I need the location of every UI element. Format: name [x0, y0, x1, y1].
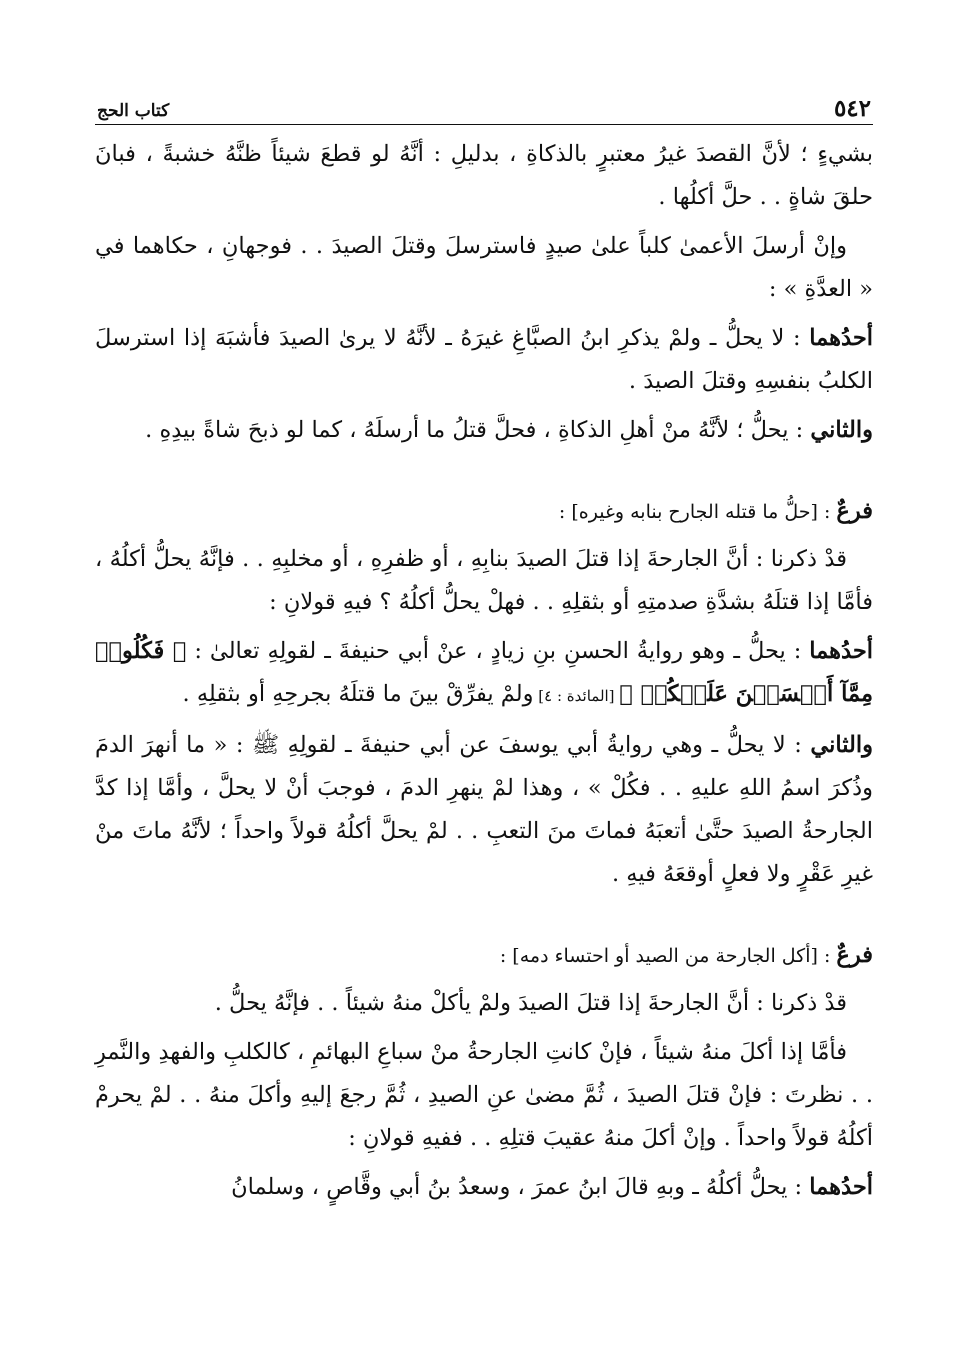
- paragraph-6-text-a: : يحلُّ ـ وهو روايةُ الحسنِ بنِ زيادٍ ، عنْ أبي حنيفةَ ـ لقولِهِ تعالىٰ :: [186, 638, 810, 664]
- paragraph-7-text: : لا يحلُّ ـ وهي روايةُ أبي يوسفَ عن أبي حنيفةَ ـ لقولِهِ ﷺ : « ما أنهرَ الدمَ وذُكرَ اسمُ اللهِ عليهِ . . فكُلْ » ، وهذا لمْ ينهرِ الدمَ ، فوجبَ أنْ لا يحلَّ ، وأمَّا إذا كدَّ الجارحةُ الصيدَ حتَّىٰ أتعبَهُ فماتَ منَ التعبِ . . لمْ يحلَّ أكلُهُ قولاً واحداً ؛ لأنَّهُ ماتَ منْ غيرِ عَقْرٍ ولا فعلٍ أوقعَهُ فيهِ .: [95, 732, 873, 887]
- paragraph-4-text: : يحلُّ ؛ لأنَّهُ منْ أهلِ الذكاةِ ، فحلَّ قتلُ ما أرسلَهُ ، كما لو ذبحَ شاةً بيدِهِ .: [145, 417, 811, 443]
- quran-verse: ﴿ فَكُلُوا۟ مِمَّآ أَمۡسَكۡنَ عَلَيۡكُمۡ ﴾: [95, 638, 873, 707]
- paragraph-2: وإنْ أرسلَ الأعمىٰ كلباً علىٰ صيدٍ فاسترسلَ وقتلَ الصيدَ . . فوجهانِ ، حكاهما في « العدَّةِ » :: [95, 233, 873, 302]
- section-heading-2: [95, 934, 873, 978]
- paragraph-5: قدْ ذكرنا : أنَّ الجارحةَ إذا قتلَ الصيدَ بنابِهِ ، أو ظفرِهِ ، أو مخلبِهِ . . فإنَّهُ يحلُّ أكلُهُ ، فأمَّا إذا قتلَهُ بشدَّةِ صدمتِهِ أو بثقلِهِ . . فهلْ يحلُّ أكلُهُ ؟ فيهِ قولانِ :: [95, 546, 873, 615]
- paragraph-3: [95, 317, 873, 403]
- paragraph-10-text: : يحلُّ أكلُهُ ـ وبهِ قالَ ابنُ عمرَ ، وسعدُ بنُ أبي وقَّاصٍ ، وسلمانُ: [231, 1174, 810, 1200]
- paragraph-3-lead: أحدُهما: [809, 325, 873, 351]
- paragraph-4: [95, 409, 873, 452]
- page-number: ٥٤٢: [833, 95, 871, 122]
- paragraph-6-text-b: ولمْ يفرِّقْ بينَ ما قتلَهُ بجرحِهِ أو بثقلِهِ .: [182, 681, 534, 707]
- paragraph-6: [95, 630, 873, 718]
- section-heading-2-text: : [أكل الجارحة من الصيد أو احتساء دمه] :: [499, 945, 837, 967]
- section-heading-1-label: فرعٌ: [836, 498, 873, 524]
- section-heading-1-text: : [حلُّ ما قتله الجارح بنابه وغيره] :: [558, 501, 837, 523]
- paragraph-10-lead: أحدُهما: [809, 1174, 873, 1200]
- paragraph-7-lead: والثاني: [810, 732, 873, 758]
- paragraph-8: قدْ ذكرنا : أنَّ الجارحةَ إذا قتلَ الصيدَ ولمْ يأكلْ منهُ شيئاً . . فإنَّهُ يحلُّ .: [214, 990, 847, 1016]
- paragraph-6-lead: أحدُهما: [809, 638, 873, 664]
- page-content: [95, 125, 873, 1209]
- paragraph-10: [95, 1166, 873, 1209]
- book-page: [95, 88, 873, 1215]
- paragraph-1: بشيءٍ ؛ لأنَّ القصدَ غيرُ معتبرٍ بالذكاةِ ، بدليلِ : أنَّهُ لو قطعَ شيئاً ظنَّهُ خشبةً ، فبانَ حلقَ شاةٍ . . حلَّ أكلُها .: [95, 141, 873, 210]
- page-header: [95, 88, 873, 125]
- section-heading-2-label: فرعٌ: [836, 942, 873, 968]
- section-heading-1: [95, 490, 873, 534]
- paragraph-7: [95, 724, 873, 896]
- running-title: كتاب الحج: [97, 101, 170, 121]
- paragraph-3-text: : لا يحلُّ ـ ولمْ يذكرِ ابنُ الصبَّاغِ غيرَهُ ـ لأنَّهُ لا يرىٰ الصيدَ فأشبَهَ إذا استرسلَ الكلبُ بنفسِهِ وقتلَ الصيدَ .: [95, 325, 873, 394]
- paragraph-4-lead: والثاني: [810, 417, 873, 443]
- verse-reference: [المائدة : ٤]: [533, 687, 620, 705]
- paragraph-9: فأمَّا إذا أكلَ منهُ شيئاً ، فإنْ كانتِ الجارحةُ منْ سباعِ البهائمِ ، كالكلبِ والفهدِ والنَّمرِ . . نظرتَ : فإنْ قتلَ الصيدَ ، ثُمَّ مضىٰ عنِ الصيدِ ، ثُمَّ رجعَ إليهِ وأكلَ منهُ . . لمْ يحرمْ أكلُهُ قولاً واحداً . وإنْ أكلَ منهُ عقيبَ قتلِهِ . . ففيهِ قولانِ :: [95, 1039, 873, 1151]
